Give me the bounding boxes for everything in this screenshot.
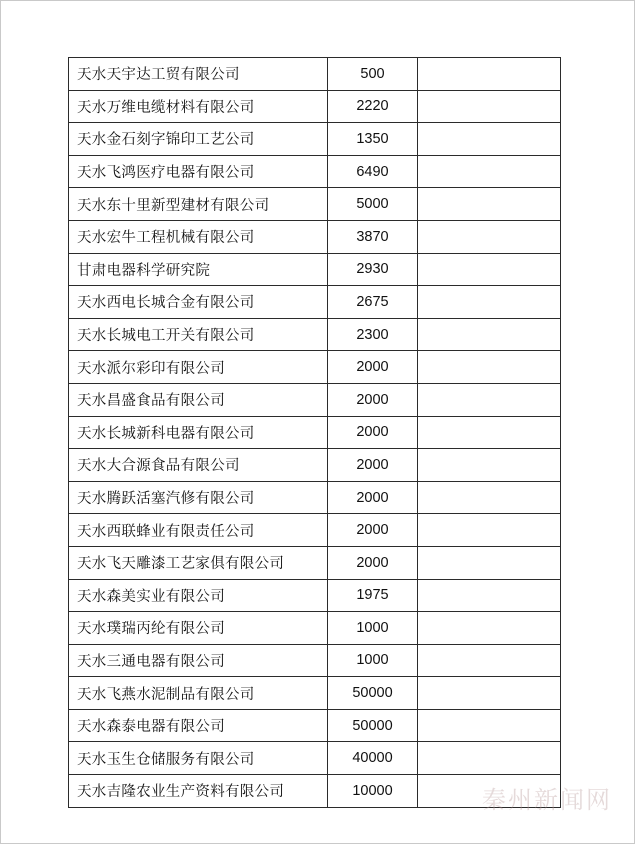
amount-cell: 2930 — [328, 253, 418, 286]
note-cell — [418, 90, 561, 123]
table-row — [69, 383, 561, 416]
company-name-cell: 天水飞燕水泥制品有限公司 — [69, 677, 328, 710]
amount-cell: 500 — [328, 58, 418, 91]
table-row — [69, 449, 561, 482]
table-row — [69, 155, 561, 188]
amount-cell: 1350 — [328, 123, 418, 156]
company-name-cell: 天水森美实业有限公司 — [69, 579, 328, 612]
amount-cell: 2000 — [328, 481, 418, 514]
note-cell — [418, 58, 561, 91]
amount-cell: 2000 — [328, 514, 418, 547]
company-name-cell: 天水玉生仓储服务有限公司 — [69, 742, 328, 775]
table-row — [69, 514, 561, 547]
amount-cell: 40000 — [328, 742, 418, 775]
site-watermark: 秦州新闻网 — [482, 786, 612, 814]
note-cell — [418, 253, 561, 286]
amount-cell: 1000 — [328, 612, 418, 645]
amount-cell: 1975 — [328, 579, 418, 612]
table-row — [69, 318, 561, 351]
amount-cell: 2220 — [328, 90, 418, 123]
table-row — [69, 188, 561, 221]
donation-table — [68, 57, 561, 808]
table-row — [69, 416, 561, 449]
amount-cell: 2300 — [328, 318, 418, 351]
note-cell — [418, 155, 561, 188]
company-name-cell: 天水天宇达工贸有限公司 — [69, 58, 328, 91]
company-name-cell: 天水昌盛食品有限公司 — [69, 383, 328, 416]
company-name-cell: 天水腾跃活塞汽修有限公司 — [69, 481, 328, 514]
company-name-cell: 天水金石刻字锦印工艺公司 — [69, 123, 328, 156]
company-name-cell: 天水东十里新型建材有限公司 — [69, 188, 328, 221]
company-name-cell: 天水宏牛工程机械有限公司 — [69, 220, 328, 253]
table-row — [69, 677, 561, 710]
amount-cell: 2000 — [328, 546, 418, 579]
table-row — [69, 644, 561, 677]
table-row — [69, 481, 561, 514]
company-name-cell: 天水长城新科电器有限公司 — [69, 416, 328, 449]
note-cell — [418, 644, 561, 677]
note-cell — [418, 709, 561, 742]
note-cell — [418, 514, 561, 547]
note-cell — [418, 416, 561, 449]
table-row — [69, 742, 561, 775]
amount-cell: 2000 — [328, 383, 418, 416]
table-row — [69, 220, 561, 253]
company-name-cell: 天水派尔彩印有限公司 — [69, 351, 328, 384]
company-name-cell: 甘肃电器科学研究院 — [69, 253, 328, 286]
amount-cell: 50000 — [328, 709, 418, 742]
note-cell — [418, 318, 561, 351]
note-cell — [418, 188, 561, 221]
table-row — [69, 546, 561, 579]
table-row — [69, 351, 561, 384]
amount-cell: 2000 — [328, 416, 418, 449]
amount-cell: 2675 — [328, 286, 418, 319]
company-name-cell: 天水西联蜂业有限责任公司 — [69, 514, 328, 547]
table-row — [69, 612, 561, 645]
company-name-cell: 天水飞天雕漆工艺家俱有限公司 — [69, 546, 328, 579]
table-row — [69, 709, 561, 742]
amount-cell: 1000 — [328, 644, 418, 677]
company-name-cell: 天水大合源食品有限公司 — [69, 449, 328, 482]
table-row — [69, 90, 561, 123]
table-row — [69, 123, 561, 156]
amount-cell: 2000 — [328, 449, 418, 482]
amount-cell: 5000 — [328, 188, 418, 221]
note-cell — [418, 481, 561, 514]
company-name-cell: 天水飞鸿医疗电器有限公司 — [69, 155, 328, 188]
note-cell — [418, 775, 561, 808]
note-cell — [418, 677, 561, 710]
note-cell — [418, 286, 561, 319]
table-row — [69, 775, 561, 808]
company-name-cell: 天水西电长城合金有限公司 — [69, 286, 328, 319]
note-cell — [418, 546, 561, 579]
company-name-cell: 天水万维电缆材料有限公司 — [69, 90, 328, 123]
company-name-cell: 天水吉隆农业生产资料有限公司 — [69, 775, 328, 808]
company-name-cell: 天水璞瑞丙纶有限公司 — [69, 612, 328, 645]
note-cell — [418, 449, 561, 482]
note-cell — [418, 383, 561, 416]
amount-cell: 10000 — [328, 775, 418, 808]
company-name-cell: 天水长城电工开关有限公司 — [69, 318, 328, 351]
table-row — [69, 286, 561, 319]
note-cell — [418, 612, 561, 645]
note-cell — [418, 123, 561, 156]
note-cell — [418, 351, 561, 384]
note-cell — [418, 220, 561, 253]
amount-cell: 3870 — [328, 220, 418, 253]
table-row — [69, 579, 561, 612]
note-cell — [418, 579, 561, 612]
table-row — [69, 58, 561, 91]
table-row — [69, 253, 561, 286]
company-name-cell: 天水三通电器有限公司 — [69, 644, 328, 677]
company-name-cell: 天水森泰电器有限公司 — [69, 709, 328, 742]
amount-cell: 6490 — [328, 155, 418, 188]
amount-cell: 50000 — [328, 677, 418, 710]
table-body — [69, 58, 561, 808]
amount-cell: 2000 — [328, 351, 418, 384]
note-cell — [418, 742, 561, 775]
